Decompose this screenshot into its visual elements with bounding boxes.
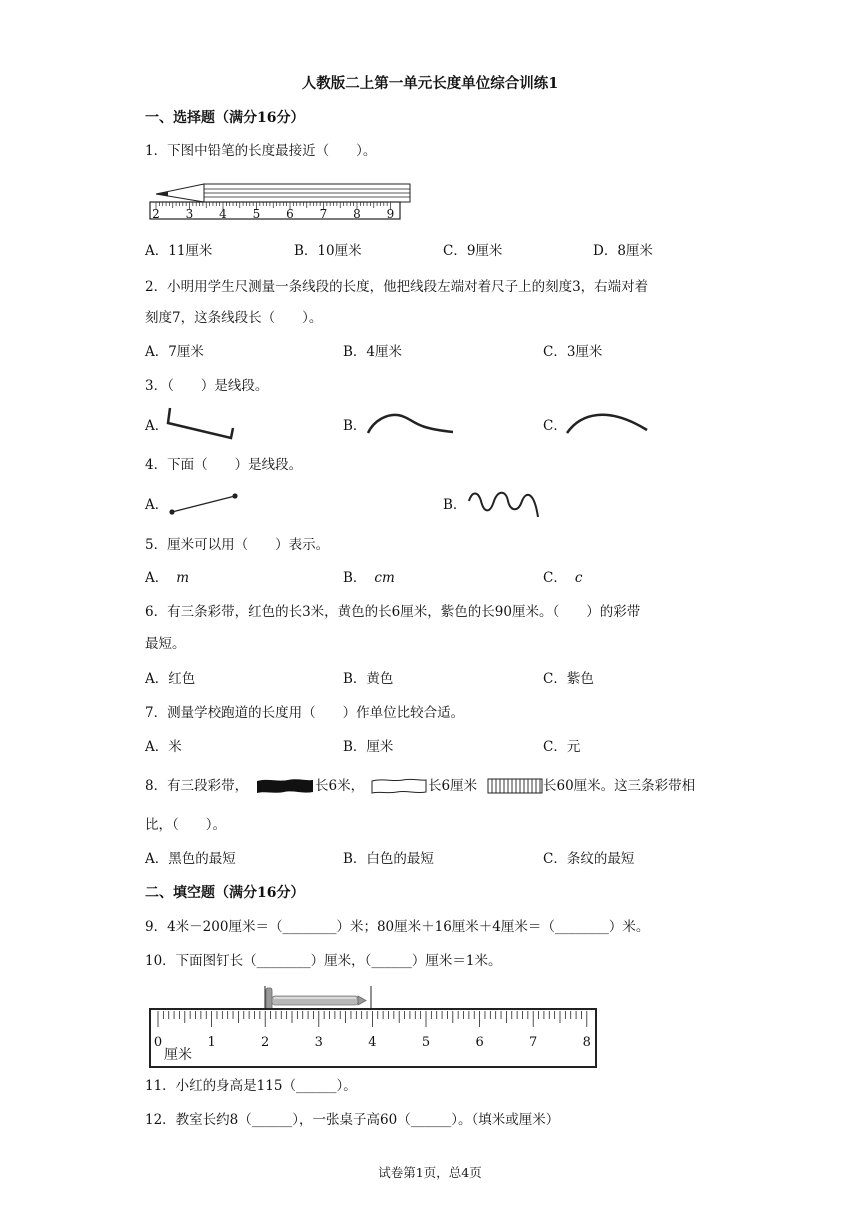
q1-option-a[interactable]: A．11厘米	[145, 243, 213, 259]
ruler-number: 6	[286, 207, 294, 221]
question-5-stem: 5．厘米可以用（ ）表示。	[145, 537, 330, 553]
q5-option-b-label: B．	[343, 570, 367, 586]
q8-option-a[interactable]: A．黑色的最短	[145, 851, 236, 867]
q3-figure-a-bent-line	[164, 406, 236, 440]
q5-option-b[interactable]	[343, 568, 395, 588]
black-ribbon-image	[256, 777, 314, 795]
ruler-number: 9	[386, 207, 395, 221]
question-1-stem: 1．下图中铅笔的长度最接近（ ）。	[145, 143, 377, 159]
question-7-stem: 7．测量学校跑道的长度用（ ）作单位比较合适。	[145, 705, 465, 721]
question-8-part1: 长6米，	[315, 778, 365, 794]
question-6-stem-line2: 最短。	[145, 636, 186, 652]
ruler-number: 5	[252, 207, 261, 221]
question-4-stem: 4．下面（ ）是线段。	[145, 457, 303, 473]
q6-option-c[interactable]: C．紫色	[543, 671, 594, 687]
ruler-number: 3	[185, 207, 194, 221]
question-6-stem-line1: 6．有三条彩带，红色的长3米，黄色的长6厘米，紫色的长90厘米。（ ）的彩带	[145, 604, 641, 620]
q7-option-b[interactable]: B．厘米	[343, 739, 394, 755]
q3-option-c[interactable]: C．	[543, 418, 567, 434]
question-8-part2: 长6厘米	[428, 778, 478, 794]
q3-option-a[interactable]: A．	[145, 418, 169, 434]
ruler-unit-label: 厘米	[164, 1047, 192, 1063]
ruler-number: 5	[421, 1035, 431, 1050]
q8-option-b[interactable]: B．白色的最短	[343, 851, 434, 867]
q3-option-b[interactable]: B．	[343, 418, 367, 434]
striped-ribbon-image	[487, 777, 543, 795]
q2-option-a[interactable]: A．7厘米	[145, 344, 204, 360]
q5-option-a-label: A．	[145, 570, 169, 586]
ruler-number: 4	[368, 1035, 377, 1050]
question-8-stem-line2: 比，（ ）。	[145, 817, 226, 833]
ruler-number: 8	[353, 207, 361, 221]
question-11: 11．小红的身高是115（______）。	[145, 1078, 357, 1094]
q2-option-b[interactable]: B．4厘米	[343, 344, 403, 360]
question-10: 10．下面图钉长（________）厘米，（______）厘米＝1米。	[145, 953, 502, 969]
ruler-number: 2	[261, 1035, 270, 1050]
question-2-stem-line1: 2．小明用学生尺测量一条线段的长度，他把线段左端对着尺子上的刻度3，右端对着	[145, 279, 649, 295]
q7-option-a[interactable]: A．米	[145, 739, 182, 755]
q3-figure-b-curve	[364, 408, 456, 436]
q5-option-a[interactable]	[145, 568, 189, 588]
ruler-number: 1	[207, 1035, 216, 1050]
ruler-number: 4	[219, 207, 227, 221]
question-3-stem: 3．（ ）是线段。	[145, 378, 269, 394]
white-ribbon-image	[371, 777, 427, 795]
q4-option-b[interactable]: B．	[443, 497, 467, 513]
ruler-number: 2	[152, 207, 160, 221]
q1-option-d[interactable]: D．8厘米	[593, 243, 653, 259]
ruler-number: 8	[582, 1035, 591, 1050]
ruler-number: 6	[475, 1035, 484, 1050]
question-8-part3: 长60厘米。这三条彩带相	[543, 778, 696, 794]
q1-option-c[interactable]: C．9厘米	[443, 243, 503, 259]
q4-figure-b-wave	[466, 487, 542, 521]
question-8-prefix: 8．有三段彩带，	[145, 778, 249, 794]
thumbtack-ruler-figure	[148, 982, 600, 1070]
q1-option-b[interactable]: B．10厘米	[294, 243, 362, 259]
q7-option-c[interactable]: C．元	[543, 739, 581, 755]
q4-figure-a-segment	[166, 490, 242, 518]
q6-option-a[interactable]: A．红色	[145, 671, 196, 687]
ruler-number: 7	[319, 207, 328, 221]
q5-option-c-value: c	[574, 570, 583, 586]
page-footer: 试卷第1页，总4页	[378, 1165, 482, 1180]
q6-option-b[interactable]: B．黄色	[343, 671, 394, 687]
section-heading-choice: 一、选择题（满分16分）	[145, 110, 305, 126]
question-9: 9．4米－200厘米＝（________）米；80厘米＋16厘米＋4厘米＝（________）米。	[145, 919, 650, 935]
q2-option-c[interactable]: C．3厘米	[543, 344, 603, 360]
pencil-ruler-figure	[148, 180, 413, 222]
ruler-number: 3	[314, 1035, 323, 1050]
q5-option-a-value: m	[176, 570, 190, 586]
q8-option-c[interactable]: C．条纹的最短	[543, 851, 635, 867]
section-heading-fill-blank: 二、填空题（满分16分）	[145, 885, 305, 901]
q5-option-c-label: C．	[543, 570, 567, 586]
ruler-number: 0	[153, 1035, 163, 1050]
question-12: 12．教室长约8（______），一张桌子高60（______）。（填米或厘米）	[145, 1112, 560, 1128]
q5-option-c[interactable]	[543, 568, 582, 588]
ruler-number: 7	[529, 1035, 538, 1050]
page-title: 人教版二上第一单元长度单位综合训练1	[301, 75, 559, 92]
q4-option-a[interactable]: A．	[145, 497, 169, 513]
question-2-stem-line2: 刻度7，这条线段长（ ）。	[145, 310, 323, 326]
q5-option-b-value: cm	[374, 570, 395, 586]
q3-figure-c-arc	[563, 408, 651, 436]
